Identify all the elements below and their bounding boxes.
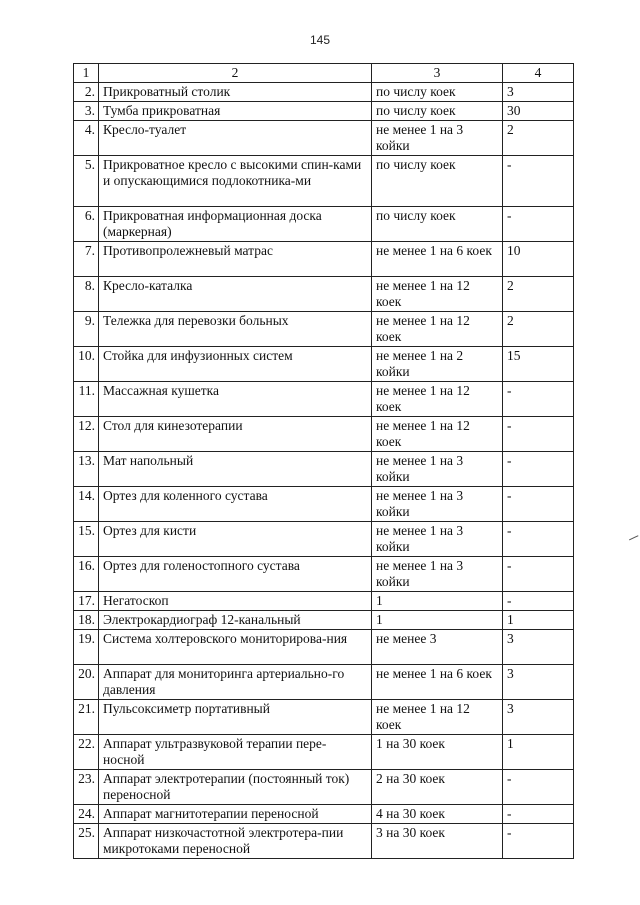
norm-cell: не менее 1 на 3 койки [372, 522, 503, 557]
row-number-cell: 19. [74, 630, 99, 665]
table-row [74, 417, 574, 452]
item-name-cell: Кресло-каталка [99, 277, 372, 312]
row-number-cell: 4. [74, 121, 99, 156]
quantity-cell: 2 [503, 312, 574, 347]
norm-cell: не менее 1 на 6 коек [372, 665, 503, 700]
row-number-cell: 14. [74, 487, 99, 522]
item-name-cell: Стойка для инфузионных систем [99, 347, 372, 382]
table-row [74, 487, 574, 522]
norm-cell: по числу коек [372, 156, 503, 207]
margin-pen-mark [629, 535, 640, 546]
norm-cell: не менее 1 на 3 койки [372, 452, 503, 487]
table-row [74, 611, 574, 630]
item-name-cell: Кресло-туалет [99, 121, 372, 156]
item-name-cell: Аппарат магнитотерапии переносной [99, 805, 372, 824]
item-name-cell: Стол для кинезотерапии [99, 417, 372, 452]
quantity-cell: - [503, 592, 574, 611]
row-number-cell: 2. [74, 83, 99, 102]
header-cell-4: 4 [503, 64, 574, 83]
row-number-cell: 8. [74, 277, 99, 312]
norm-cell: по числу коек [372, 83, 503, 102]
norm-cell: 2 на 30 коек [372, 770, 503, 805]
item-name-cell: Аппарат ультразвуковой терапии пере-носной [99, 735, 372, 770]
row-number-cell: 25. [74, 824, 99, 859]
table-row [74, 522, 574, 557]
norm-cell: не менее 1 на 3 койки [372, 121, 503, 156]
table-header-row [74, 64, 574, 83]
table-row [74, 665, 574, 700]
quantity-cell: 3 [503, 700, 574, 735]
item-name-cell: Аппарат для мониторинга артериально-го давления [99, 665, 372, 700]
header-cell-2: 2 [99, 64, 372, 83]
item-name-cell: Электрокардиограф 12-канальный [99, 611, 372, 630]
table-row [74, 156, 574, 207]
quantity-cell: 3 [503, 630, 574, 665]
row-number-cell: 21. [74, 700, 99, 735]
table-row [74, 805, 574, 824]
quantity-cell: 10 [503, 242, 574, 277]
norm-cell: не менее 1 на 2 койки [372, 347, 503, 382]
norm-cell: 1 на 30 коек [372, 735, 503, 770]
row-number-cell: 11. [74, 382, 99, 417]
item-name-cell: Тумба прикроватная [99, 102, 372, 121]
item-name-cell: Ортез для кисти [99, 522, 372, 557]
row-number-cell: 12. [74, 417, 99, 452]
item-name-cell: Прикроватный столик [99, 83, 372, 102]
item-name-cell: Противопролежневый матрас [99, 242, 372, 277]
item-name-cell: Тележка для перевозки больных [99, 312, 372, 347]
norm-cell: не менее 1 на 12 коек [372, 700, 503, 735]
quantity-cell: 15 [503, 347, 574, 382]
table-row [74, 102, 574, 121]
quantity-cell: - [503, 770, 574, 805]
item-name-cell: Ортез для голеностопного сустава [99, 557, 372, 592]
quantity-cell: 2 [503, 277, 574, 312]
row-number-cell: 24. [74, 805, 99, 824]
table-row [74, 452, 574, 487]
row-number-cell: 15. [74, 522, 99, 557]
item-name-cell: Ортез для коленного сустава [99, 487, 372, 522]
quantity-cell: 2 [503, 121, 574, 156]
table-row [74, 824, 574, 859]
table-row [74, 121, 574, 156]
row-number-cell: 18. [74, 611, 99, 630]
page-number: 145 [309, 33, 331, 47]
norm-cell: по числу коек [372, 207, 503, 242]
row-number-cell: 20. [74, 665, 99, 700]
table-row [74, 630, 574, 665]
table-row [74, 557, 574, 592]
table-row [74, 312, 574, 347]
row-number-cell: 9. [74, 312, 99, 347]
item-name-cell: Прикроватная информационная доска (маркерная) [99, 207, 372, 242]
norm-cell: 1 [372, 611, 503, 630]
table-row [74, 700, 574, 735]
table-row [74, 592, 574, 611]
row-number-cell: 13. [74, 452, 99, 487]
item-name-cell: Аппарат электротерапии (постоянный ток) переносной [99, 770, 372, 805]
table-row [74, 770, 574, 805]
item-name-cell: Негатоскоп [99, 592, 372, 611]
item-name-cell: Аппарат низкочастотной электротера-пии микротоками переносной [99, 824, 372, 859]
quantity-cell: 3 [503, 83, 574, 102]
header-cell-1: 1 [74, 64, 99, 83]
quantity-cell: - [503, 382, 574, 417]
quantity-cell: 3 [503, 665, 574, 700]
norm-cell: по числу коек [372, 102, 503, 121]
row-number-cell: 16. [74, 557, 99, 592]
table-row [74, 242, 574, 277]
row-number-cell: 17. [74, 592, 99, 611]
row-number-cell: 6. [74, 207, 99, 242]
quantity-cell: - [503, 452, 574, 487]
item-name-cell: Массажная кушетка [99, 382, 372, 417]
quantity-cell: - [503, 487, 574, 522]
item-name-cell: Мат напольный [99, 452, 372, 487]
norm-cell: не менее 1 на 3 койки [372, 557, 503, 592]
quantity-cell: - [503, 522, 574, 557]
table-row [74, 382, 574, 417]
norm-cell: не менее 1 на 6 коек [372, 242, 503, 277]
table-row [74, 277, 574, 312]
header-cell-3: 3 [372, 64, 503, 83]
item-name-cell: Система холтеровского мониторирова-ния [99, 630, 372, 665]
table-row [74, 347, 574, 382]
quantity-cell: - [503, 207, 574, 242]
quantity-cell: - [503, 824, 574, 859]
norm-cell: 1 [372, 592, 503, 611]
row-number-cell: 3. [74, 102, 99, 121]
norm-cell: не менее 1 на 3 койки [372, 487, 503, 522]
quantity-cell: 1 [503, 735, 574, 770]
quantity-cell: - [503, 805, 574, 824]
norm-cell: не менее 1 на 12 коек [372, 382, 503, 417]
item-name-cell: Прикроватное кресло с высокими спин-ками и опускающимися подлокотника-ми [99, 156, 372, 207]
row-number-cell: 7. [74, 242, 99, 277]
row-number-cell: 22. [74, 735, 99, 770]
row-number-cell: 10. [74, 347, 99, 382]
quantity-cell: - [503, 156, 574, 207]
row-number-cell: 23. [74, 770, 99, 805]
norm-cell: 4 на 30 коек [372, 805, 503, 824]
norm-cell: не менее 1 на 12 коек [372, 417, 503, 452]
norm-cell: 3 на 30 коек [372, 824, 503, 859]
quantity-cell: - [503, 417, 574, 452]
item-name-cell: Пульсоксиметр портативный [99, 700, 372, 735]
table-row [74, 735, 574, 770]
table-row [74, 207, 574, 242]
norm-cell: не менее 1 на 12 коек [372, 277, 503, 312]
table-body [74, 83, 574, 859]
equipment-table [73, 63, 574, 859]
norm-cell: не менее 1 на 12 коек [372, 312, 503, 347]
quantity-cell: 1 [503, 611, 574, 630]
quantity-cell: 30 [503, 102, 574, 121]
table-row [74, 83, 574, 102]
row-number-cell: 5. [74, 156, 99, 207]
norm-cell: не менее 3 [372, 630, 503, 665]
quantity-cell: - [503, 557, 574, 592]
